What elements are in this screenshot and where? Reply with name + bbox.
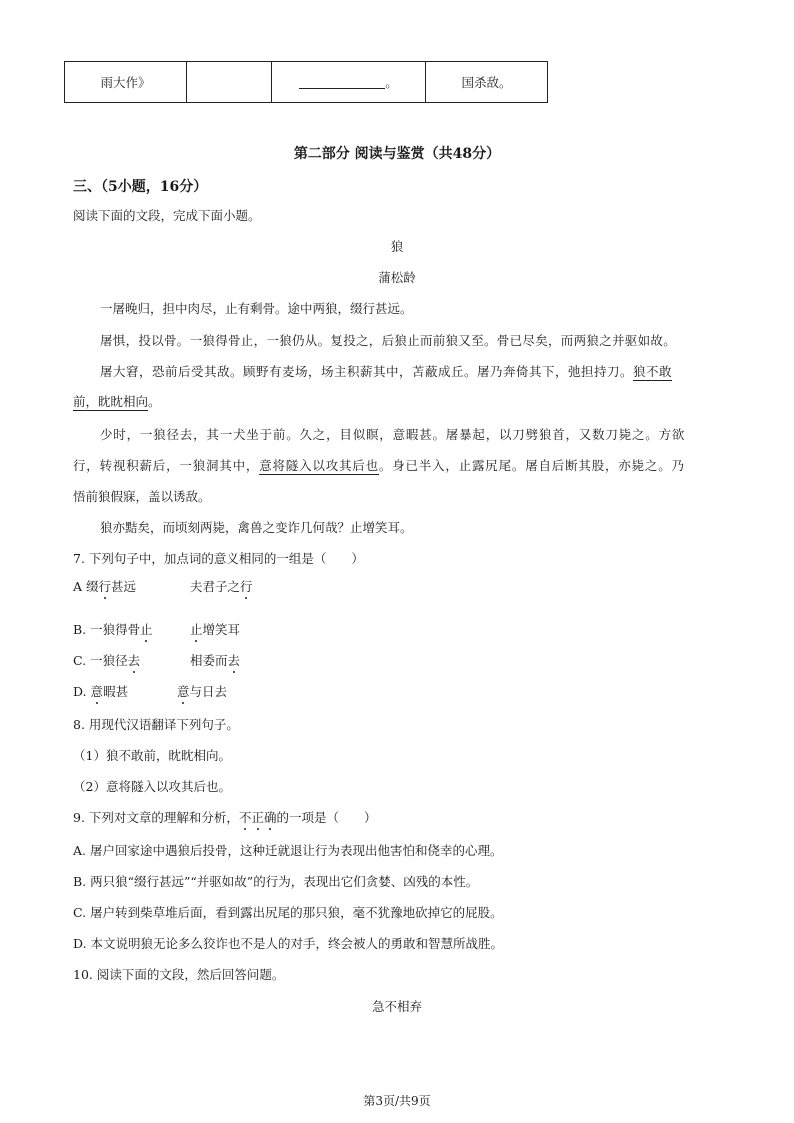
question-7-stem: 7. 下列句子中，加点词的意义相同的一组是（ ）: [73, 551, 364, 566]
emphasis-dot-char: 行: [98, 579, 112, 594]
emphasis-dot-char: 意: [90, 684, 104, 699]
q8-sentence-1: （1）狼不敢前，眈眈相向。: [73, 748, 231, 763]
underlined-sentence: 狼不敢: [633, 364, 673, 379]
instruction: 阅读下面的文段，完成下面小题。: [73, 208, 261, 223]
passage-paragraph-3: 屠大窘，恐前后受其敌。顾野有麦场，场主积薪其中，苫蔽成丘。屠乃奔倚其下，弛担持刀。狼不敢: [100, 364, 673, 379]
emphasis-dot-char: 去: [227, 653, 241, 668]
emphasis-dot-char: 止: [140, 622, 153, 637]
emphasis-dot-char: 止: [190, 622, 203, 637]
q9-option-a: A. 屠户回家途中遇狼后投骨，这种迁就退让行为表现出他害怕和侥幸的心理。: [73, 843, 503, 858]
passage-paragraph-4-line3: 悟前狼假寐，盖以诱敌。: [73, 489, 211, 504]
underlined-sentence: 前，眈眈相向: [73, 394, 149, 409]
q9-option-c: C. 屠户转到柴草堆后面，看到露出尻尾的那只狼，毫不犹豫地砍掉它的屁股。: [73, 905, 503, 920]
q7-option-a-second: 夫君子之行: [190, 579, 253, 594]
part-heading: 三、（5小题，16分）: [73, 179, 208, 195]
emphasis-dot-char: 行: [240, 579, 253, 594]
question-9-stem: 9. 下列对文章的理解和分析，不正确的一项是（ ）: [73, 810, 377, 825]
passage-title: 狼: [390, 239, 404, 254]
question-8-stem: 8. 用现代汉语翻译下列句子。: [73, 717, 239, 732]
table-cell-empty: [187, 62, 272, 103]
emphasis-dot-char: 去: [127, 653, 141, 668]
passage-author: 蒲松龄: [378, 270, 416, 285]
q9-option-d: D. 本文说明狼无论多么狡诈也不是人的对手，终会被人的勇敢和智慧所战胜。: [73, 936, 504, 951]
passage-title-2: 急不相弃: [371, 999, 422, 1014]
passage-paragraph-3-cont: 前，眈眈相向。: [73, 394, 161, 409]
table-cell-blank: 。: [272, 62, 426, 103]
passage-paragraph-4: 少时，一狼径去，其一犬坐于前。久之，目似瞑，意暇甚。屠暴起，以刀劈狼首，又数刀毙之。方欲: [100, 427, 686, 442]
question-10-stem: 10. 阅读下面的文段，然后回答问题。: [73, 967, 285, 982]
q7-option-b: B. 一狼得骨止: [73, 622, 153, 637]
table-cell: 雨大作》: [65, 62, 187, 103]
q7-option-d: D. 意暇甚: [73, 684, 129, 699]
underlined-sentence: 意将隧入以攻其后也: [259, 458, 379, 473]
emphasis-dot-char: 不: [238, 810, 252, 825]
answer-table: [64, 61, 548, 103]
passage-paragraph-4-line2: 行，转视积薪后，一狼洞其中，意将隧入以攻其后也。身已半入，止露尻尾。屠自后断其股，亦毙之。乃: [73, 458, 685, 473]
q7-option-c-second: 相委而去: [190, 653, 241, 668]
q9-option-b: B. 两只狼“缀行甚远”“并驱如故”的行为，表现出它们贪婪、凶残的本性。: [73, 874, 479, 889]
emphasis-dot-char: 正: [251, 810, 264, 825]
passage-paragraph-5: 狼亦黠矣，而顷刻两毙，禽兽之变诈几何哉？止增笑耳。: [100, 520, 413, 535]
emphasis-dot-char: 意: [177, 684, 190, 699]
section-title: 第二部分 阅读与鉴赏（共48分）: [293, 146, 501, 162]
fill-blank: [299, 76, 385, 89]
table-cell: 国杀敌。: [426, 62, 548, 103]
q7-option-a: A 缀行甚远: [73, 579, 137, 594]
emphasis-dot-char: 确: [263, 810, 277, 825]
passage-paragraph-1: 一屠晚归，担中肉尽，止有剩骨。途中两狼，缀行甚远。: [100, 301, 413, 316]
q7-option-b-second: 止增笑耳: [190, 622, 241, 637]
q8-sentence-2: （2）意将隧入以攻其后也。: [73, 779, 231, 794]
q7-option-d-second: 意与日去: [177, 684, 228, 699]
passage-paragraph-2: 屠惧，投以骨。一狼得骨止，一狼仍从。复投之，后狼止而前狼又至。骨已尽矣，而两狼之并驱如故。: [100, 333, 677, 348]
q7-option-c: C. 一狼径去: [73, 653, 141, 668]
page-footer: 第3页/共9页: [363, 1094, 431, 1108]
